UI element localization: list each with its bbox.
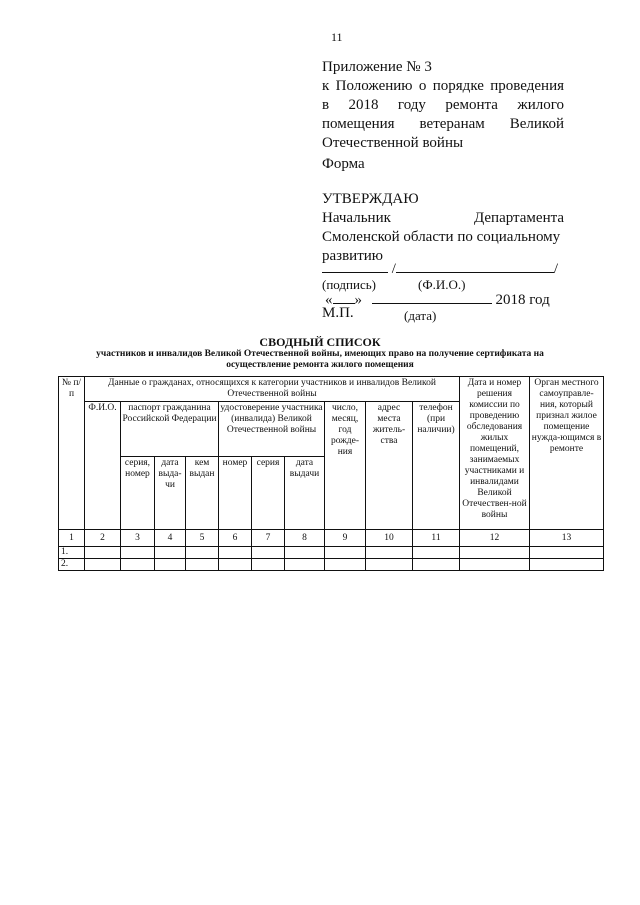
appendix-title: Приложение № 3 (322, 59, 432, 75)
page-number: 11 (331, 30, 343, 44)
column-number: 9 (325, 530, 366, 547)
column-number: 3 (121, 530, 155, 547)
header-certificate: удостоверение участника (инвалида) Великой Отечественной войны (219, 402, 325, 457)
form-label: Форма (322, 156, 365, 172)
header-organ: Орган местного самоуправле-ния, который признал жилое помещение нужда-ющимся в ремонте (530, 377, 604, 530)
appendix-line: помещения ветеранам Великой (322, 116, 564, 132)
header-citizen-data: Данные о гражданах, относящихся к категории участников и инвалидов Великой Отечественной войны (85, 377, 460, 402)
approval-line: Начальник Департамента (322, 210, 564, 226)
column-number: 8 (285, 530, 325, 547)
header-fio: Ф.И.О. (85, 402, 121, 530)
header-birth-date: число, месяц, год рожде-ния (325, 402, 366, 530)
document-title: СВОДНЫЙ СПИСОК (259, 335, 381, 349)
year-text: 2018 год (495, 292, 550, 308)
approval-title: УТВЕРЖДАЮ (322, 191, 419, 207)
date-caption: (дата) (404, 308, 437, 323)
appendix-block (322, 58, 564, 153)
header-number: № п/п (59, 377, 85, 530)
column-number: 5 (186, 530, 219, 547)
header-cert-number: номер (219, 457, 252, 530)
header-passport-date: дата выда-чи (155, 457, 186, 530)
column-number: 10 (366, 530, 413, 547)
header-passport-issuer: кем выдан (186, 457, 219, 530)
appendix-line: Отечественной войны (322, 135, 464, 151)
header-passport-series: серия, номер (121, 457, 155, 530)
header-cert-series: серия (252, 457, 285, 530)
fio-caption: (Ф.И.О.) (418, 277, 466, 292)
header-cert-date: дата выдачи (285, 457, 325, 530)
column-number: 11 (413, 530, 460, 547)
document-subtitle: участников и инвалидов Великой Отечественной войны, имеющих право на получение сертификата на (96, 349, 544, 359)
column-number: 1 (59, 530, 85, 547)
row-number: 1. (59, 547, 85, 559)
header-decision: Дата и номер решения комиссии по проведению обследования жилых помещений, занимаемых участниками и инвалидами Великой Отечествен-ной войны (460, 377, 530, 530)
column-number: 13 (530, 530, 604, 547)
appendix-line: в 2018 году ремонта жилого (322, 97, 564, 113)
row-number: 2. (59, 559, 85, 571)
column-number: 7 (252, 530, 285, 547)
column-number-row (59, 530, 604, 547)
approval-line: развитию (322, 248, 383, 264)
appendix-line: к Положению о порядке проведения (322, 78, 564, 94)
column-number: 2 (85, 530, 121, 547)
summary-table (58, 376, 604, 571)
header-address: адрес места житель-ства (366, 402, 413, 530)
signature-line: / / (322, 258, 558, 278)
stamp-label: М.П. (322, 305, 354, 321)
approval-block (322, 190, 564, 266)
date-line: « » 2018 год (325, 289, 550, 309)
document-subtitle: осуществление ремонта жилого помещения (226, 360, 414, 370)
table-row (59, 547, 604, 559)
table-row (59, 559, 604, 571)
column-number: 12 (460, 530, 530, 547)
approval-line: Смоленской области по социальному (322, 229, 561, 245)
column-number: 4 (155, 530, 186, 547)
header-phone: телефон (при наличии) (413, 402, 460, 530)
header-passport: паспорт гражданина Российской Федерации (121, 402, 219, 457)
column-number: 6 (219, 530, 252, 547)
sign-caption: (подпись) (322, 277, 376, 292)
